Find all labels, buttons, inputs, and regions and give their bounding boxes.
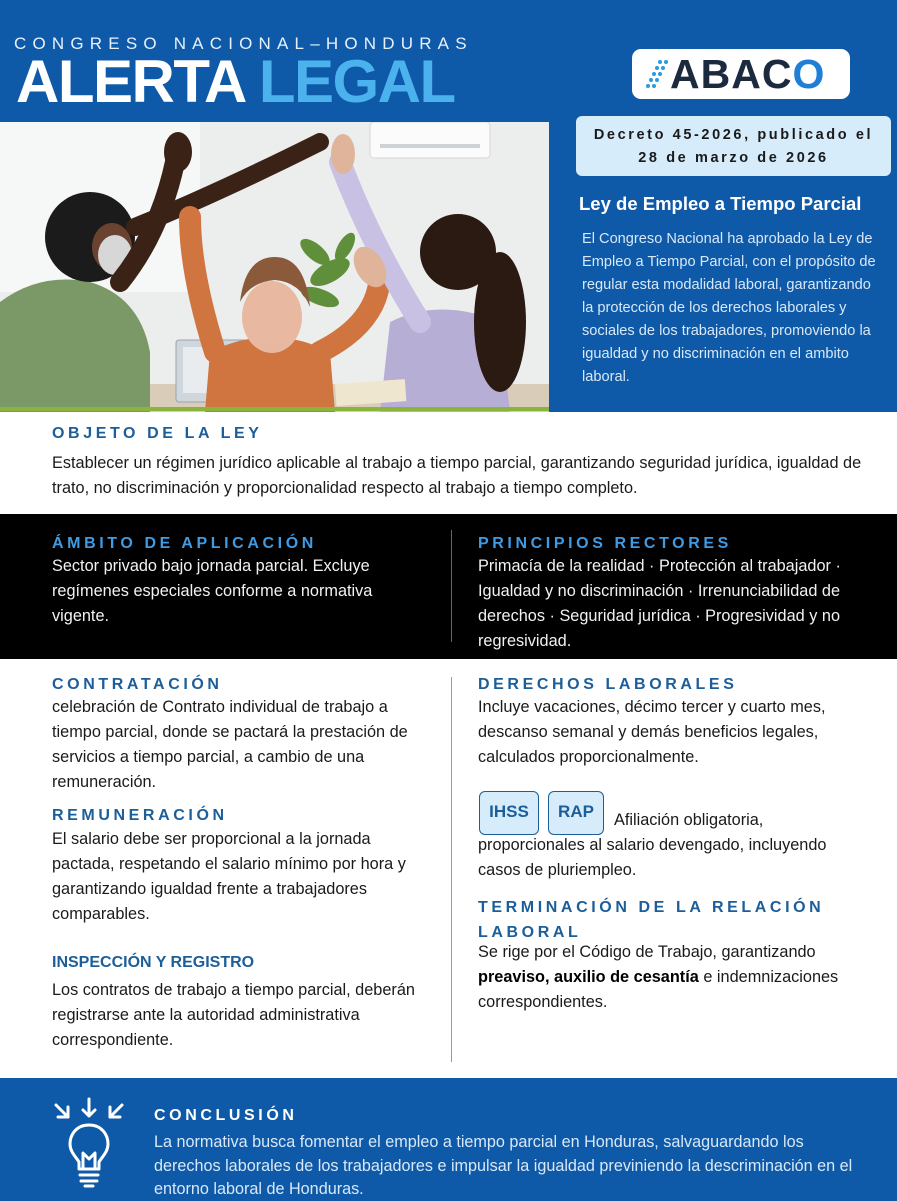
derechos-heading: DERECHOS LABORALES [478,676,738,693]
people-high-five-illustration [0,122,549,412]
abaco-logo [632,49,850,99]
conclusion-text: La normativa busca fomentar el empleo a tiempo parcial en Honduras, salvaguardando los derechos laborales de los trabajadores e impulsar la igualdad previniendo la descriminación en el entorno laboral de Honduras. [154,1133,853,1198]
inspeccion-text: Los contratos de trabajo a tiempo parcial, deberán registrarse ante la autoridad administrativa correspondiente. [52,981,415,1049]
derechos-text: Incluye vacaciones, décimo tercer y cuarto mes, descanso semanal y demás beneficios legales, calculados proporcionalmente. [478,698,826,766]
law-summary: El Congreso Nacional ha aprobado la Ley de Empleo a Tiempo Parcial, con el propósito de regular esta modalidad laboral, garantizando la protección de los derechos laborales y sociales de los trabajadores, promoviendo la igualdad y no discriminación en el ambito laboral. [582,231,876,385]
ambito-heading: ÁMBITO DE APLICACIÓN [52,535,317,552]
band-divider [451,530,452,642]
logo-text: ABACO [670,51,826,97]
rap-badge: RAP [548,791,604,835]
remuneracion-heading: REMUNERACIÓN [52,807,228,824]
remuneracion-text: El salario debe ser proporcional a la jornada pactada, respetando el salario mínimo por hora y garantizando igualdad frente a trabajadores comparables. [52,830,406,923]
objeto-heading: OBJETO DE LA LEY [52,425,263,442]
ihss-badge: IHSS [479,791,539,835]
scope-principles-band [0,514,897,659]
terminacion-text: Se rige por el Código de Trabajo, garantizando preaviso, auxilio de cesantía e indemnizaciones correspondientes. [478,943,839,1011]
ambito-text: Sector privado bajo jornada parcial. Excluye regímenes especiales conforme a normativa vigente. [52,557,373,625]
terminacion-emphasis: preaviso, auxilio de cesantía [478,968,699,986]
page-title [16,50,455,114]
column-divider [451,677,452,1062]
decree-line-2: 28 de marzo de 2026 [638,150,829,166]
principios-text: Primacía de la realidad · Protección al trabajador · Igualdad y no discriminación · Irrenunciabilidad de derechos · Seguridad jurídica · Progresividad y no regresividad. [478,557,841,650]
conclusion-heading: CONCLUSIÓN [154,1107,298,1124]
objeto-text: Establecer un régimen jurídico aplicable al trabajo a tiempo parcial, garantizando seguridad jurídica, igualdad de trato, no discriminación y proporcionalidad respecto al trabajo a tiempo completo. [52,454,862,497]
afiliacion-text: proporcionales al salario devengado, incluyendo casos de pluriempleo. [478,836,827,879]
title-word-alerta: ALERTA [16,48,244,115]
contratacion-text: celebración de Contrato individual de trabajo a tiempo parcial, donde se pactará la prestación de servicios a tiempo parcial, a cambio de una remuneración. [52,698,408,791]
hero-photo [0,122,549,412]
photo-accent-line [0,407,549,411]
terminacion-heading: TERMINACIÓN DE LA RELACIÓN LABORAL [478,899,825,941]
decree-line-1: Decreto 45-2026, publicado el [593,127,874,143]
inspeccion-heading: INSPECCIÓN Y REGISTRO [52,954,255,971]
dotted-slash-icon [644,59,672,89]
title-word-legal: LEGAL [258,48,455,115]
lightbulb-icon [50,1097,128,1189]
afiliacion-text-start: Afiliación obligatoria, [614,811,764,829]
law-title: Ley de Empleo a Tiempo Parcial [579,193,862,214]
principios-heading: PRINCIPIOS RECTORES [478,535,732,552]
decree-box [576,116,891,176]
contratacion-heading: CONTRATACIÓN [52,676,223,693]
header-kicker: CONGRESO NACIONAL–HONDURAS [14,34,473,53]
